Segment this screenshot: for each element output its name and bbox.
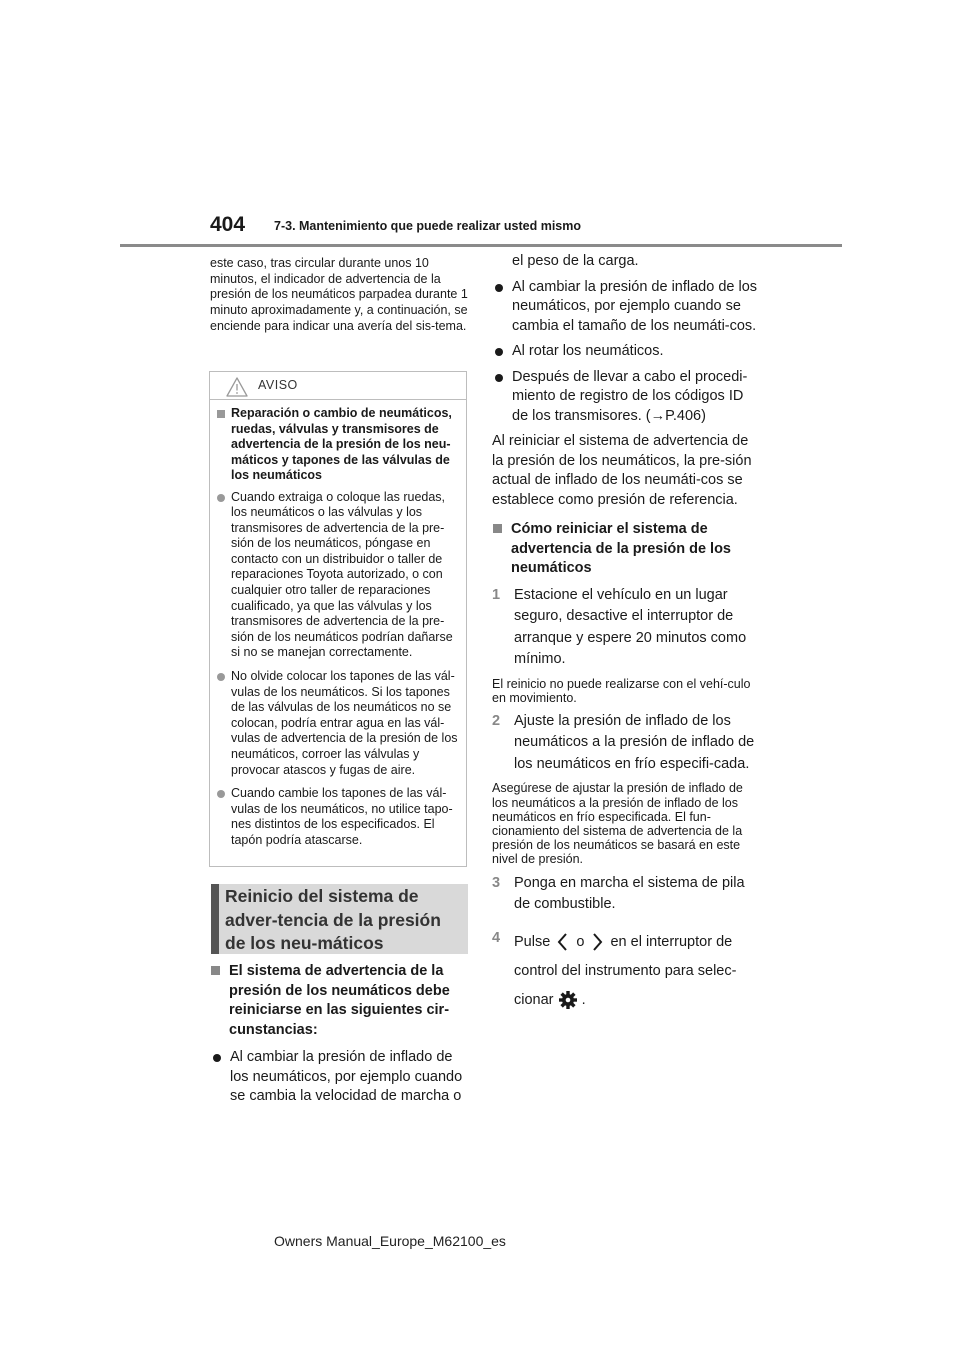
step-text-mid: o <box>576 933 585 950</box>
how-to-heading-row <box>492 520 762 579</box>
step-note: Asegúrese de ajustar la presión de inflado de los neumáticos a la presión de inflado de los neumáticos en frío especificada. El fun-cionamiento del sistema de advertencia de la presión de los neumáticos se basará en este nivel de presión. <box>492 781 743 867</box>
step-text-post: en el interruptor de control del instrumento para selec-cionar <box>514 933 737 1008</box>
warning-item-text: Cuando cambie los tapones de las vál-vulas de los neumáticos, no utilice tapo-nes distintos de los especificados. El tapón podría atascarse. <box>231 786 453 847</box>
step-text: Ajuste la presión de inflado de los neumáticos a la presión de inflado de los neumáticos en frío especifi-cada. <box>514 712 755 772</box>
intro-paragraph: este caso, tras circular durante unos 10 minutos, el indicador de advertencia de la presión de los neumáticos parpadea durante 1 minuto aproximadamente y, a continuación, se enciende para indicar una avería del sis-tema. <box>210 256 468 333</box>
section-title-bar <box>211 884 219 954</box>
warning-item-text: No olvide colocar los tapones de las vál-vulas de los neumáticos. Si los tapones de las válvulas de los neumáticos no se colocan, podría entrar agua en las vál-vulas de advertencia de la presión de los neumáticos, corroer las válvulas y provocar atascos y fugas de aire. <box>231 669 458 777</box>
square-bullet-icon <box>493 524 502 533</box>
step-number: 4 <box>492 929 501 946</box>
list-item-text: Después de llevar a cabo el procedi-miento de registro de los códigos ID de los transmisores. (→P.406) <box>512 368 748 424</box>
gear-icon <box>558 990 578 1010</box>
left-column <box>210 256 468 335</box>
square-bullet-icon <box>217 410 225 418</box>
footer-text: Owners Manual_Europe_M62100_es <box>274 1233 506 1249</box>
warning-item <box>216 490 462 662</box>
round-bullet-icon <box>217 494 225 502</box>
how-to-heading: Cómo reiniciar el sistema de advertencia de la presión de los neumáticos <box>511 521 731 576</box>
warning-item <box>216 786 462 848</box>
right-column <box>492 252 762 1015</box>
reset-heading: El sistema de advertencia de la presión de los neumáticos debe reiniciarse en las siguientes cir-cunstancias: <box>229 963 450 1038</box>
step-number: 3 <box>492 874 501 891</box>
continued-text: el peso de la carga. <box>512 253 639 269</box>
list-item-text: Al cambiar la presión de inflado de los neumáticos, por ejemplo cuando se cambia el tamaño de los neumáti-cos. <box>512 278 758 334</box>
list-item <box>492 342 762 362</box>
section-title: Reinicio del sistema de adver-tencia de la presión de los neu-máticos <box>225 886 441 953</box>
step-2 <box>492 711 762 776</box>
list-item <box>492 278 762 337</box>
step-text <box>514 928 762 1015</box>
section-title-box <box>211 884 468 954</box>
warning-heading: Reparación o cambio de neumáticos, ruedas, válvulas y transmisores de advertencia de la presión de los neu-máticos y tapones de las válvulas de los neumáticos <box>231 406 452 482</box>
warning-heading-row <box>216 406 462 484</box>
warning-triangle-icon <box>226 377 248 397</box>
list-item <box>492 368 762 427</box>
chevron-left-icon <box>554 931 572 953</box>
section-header: 7-3. Mantenimiento que puede realizar usted mismo <box>274 219 582 233</box>
warning-item-text: Cuando extraiga o coloque las ruedas, los neumáticos o las válvulas y los transmisores de advertencia de la pre-sión de los neumáticos, póngase en contacto con un distribuidor o taller de reparaciones Toyota autorizado, o con cualquier otro taller de reparaciones cualificado, ya que las válvulas y los transmisores de advertencia de la pre-sión de los neumáticos podrían dañarse si no se manejan correctamente. <box>231 489 453 660</box>
round-bullet-icon <box>217 790 225 798</box>
left-column-lower <box>210 962 468 1107</box>
step-note: El reinicio no puede realizarse con el vehí-culo en movimiento. <box>492 676 751 705</box>
step-3 <box>492 873 762 916</box>
step-text: Ponga en marcha el sistema de pila de combustible. <box>514 874 745 913</box>
step-text-pre: Pulse <box>514 933 551 950</box>
list-item-text: Al rotar los neumáticos. <box>512 343 664 359</box>
dot-bullet-icon <box>495 374 503 382</box>
warning-box <box>209 371 467 867</box>
step-number: 2 <box>492 712 501 729</box>
round-bullet-icon <box>217 673 225 681</box>
step-text: Estacione el vehículo en un lugar seguro, desactive el interruptor de arranque y espere 20 minutos como mínimo. <box>514 586 747 667</box>
warning-item <box>216 669 462 778</box>
list-item <box>210 1048 468 1107</box>
dot-bullet-icon <box>495 284 503 292</box>
list-item-text: Al cambiar la presión de inflado de los neumáticos, por ejemplo cuando se cambia la velocidad de marcha o <box>230 1049 463 1104</box>
warning-content <box>216 406 462 849</box>
reset-explanation: Al reiniciar el sistema de advertencia de la presión de los neumáticos, la pre-sión actual de inflado de los neumáti-cos se establece como presión de referencia. <box>492 433 752 508</box>
step-number: 1 <box>492 586 501 603</box>
square-bullet-icon <box>211 966 220 975</box>
chevron-right-icon <box>588 931 606 953</box>
dot-bullet-icon <box>213 1054 221 1062</box>
page-number: 404 <box>210 213 246 236</box>
warning-label: AVISO <box>258 378 298 392</box>
reset-heading-row <box>210 962 468 1040</box>
step-4 <box>492 928 762 1015</box>
header-rule <box>120 244 842 247</box>
warning-header <box>210 372 466 400</box>
step-1 <box>492 585 762 671</box>
dot-bullet-icon <box>495 348 503 356</box>
step-text-end: . <box>581 991 586 1008</box>
